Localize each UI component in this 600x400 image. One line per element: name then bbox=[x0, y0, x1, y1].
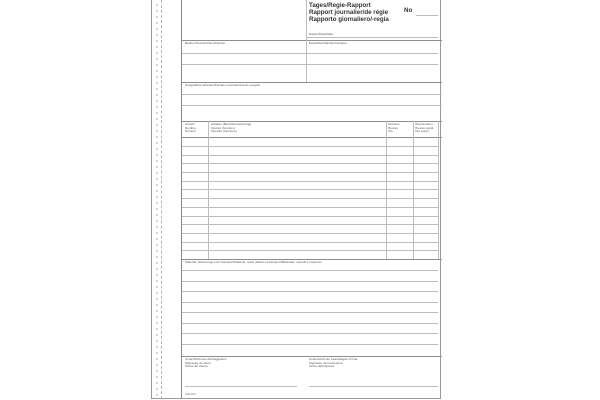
form-title-de: Tages/Regie-Rapport bbox=[309, 2, 371, 9]
binding-hole bbox=[156, 136, 158, 138]
client-line-2[interactable] bbox=[182, 64, 306, 65]
date-field[interactable] bbox=[306, 37, 438, 38]
binding-hole bbox=[156, 34, 158, 36]
binding-hole bbox=[156, 364, 158, 366]
binding-hole bbox=[156, 166, 158, 168]
binding-hole bbox=[156, 4, 158, 6]
binding-hole bbox=[156, 286, 158, 288]
table-row-line[interactable] bbox=[182, 250, 438, 251]
binding-hole bbox=[156, 340, 158, 342]
binding-hole bbox=[156, 172, 158, 174]
materials-label: Material, Werkzeuge und Transport/Matériel, outils utilisés et transport/Materiale, utensili e trasporto bbox=[185, 260, 322, 264]
binding-hole bbox=[156, 46, 158, 48]
binding-hole bbox=[156, 148, 158, 150]
binding-hole bbox=[156, 196, 158, 198]
binding-hole bbox=[156, 82, 158, 84]
header-split-line bbox=[306, 0, 307, 40]
binding-hole bbox=[156, 70, 158, 72]
binding-hole bbox=[156, 142, 158, 144]
col-count-label: Anzahl Nombre Numero bbox=[185, 122, 197, 134]
binding-hole bbox=[156, 220, 158, 222]
binding-hole bbox=[156, 100, 158, 102]
binding-hole bbox=[156, 376, 158, 378]
form-title-it: Rapporto giornaliero/-regia bbox=[309, 16, 389, 23]
col-worker-label: Arbeiter (Berufsbezeichnung) Ouvrier (fonction) Operaio (funzione) bbox=[211, 122, 252, 134]
table-header-bottom bbox=[182, 137, 442, 138]
report-number-label: No bbox=[404, 7, 413, 14]
binding-hole bbox=[156, 214, 158, 216]
binding-hole bbox=[156, 280, 158, 282]
client-site-split-line bbox=[306, 40, 307, 82]
binding-hole bbox=[156, 268, 158, 270]
materials-line[interactable] bbox=[182, 344, 438, 345]
margin-line bbox=[181, 0, 182, 399]
binding-hole bbox=[156, 40, 158, 42]
table-row-line[interactable] bbox=[182, 146, 438, 147]
binding-hole bbox=[156, 76, 158, 78]
binding-hole bbox=[156, 316, 158, 318]
binding-hole bbox=[156, 382, 158, 384]
site-line-2[interactable] bbox=[306, 64, 438, 65]
work-done-label: Ausgeführte Arbeiten/Travaux exécutés/Lavori eseguiti bbox=[185, 83, 260, 87]
binding-hole bbox=[156, 178, 158, 180]
binding-hole bbox=[156, 10, 158, 12]
binding-hole bbox=[156, 64, 158, 66]
binding-hole bbox=[156, 124, 158, 126]
col-overtime-label: Überstunden Heures suppl. Ore suppl. bbox=[415, 122, 435, 134]
binding-hole bbox=[156, 262, 158, 264]
binding-hole bbox=[156, 352, 158, 354]
perforation-line bbox=[161, 0, 162, 399]
table-col-divider-2 bbox=[386, 121, 387, 259]
binding-hole bbox=[156, 298, 158, 300]
report-form-sheet bbox=[151, 0, 441, 399]
table-row-line[interactable] bbox=[182, 224, 438, 225]
table-row-line[interactable] bbox=[182, 207, 438, 208]
binding-hole bbox=[156, 52, 158, 54]
binding-hole bbox=[156, 202, 158, 204]
binding-hole bbox=[156, 292, 158, 294]
binding-hole bbox=[156, 346, 158, 348]
table-col-divider-1 bbox=[208, 121, 209, 259]
table-row-line[interactable] bbox=[182, 233, 438, 234]
binding-hole bbox=[156, 88, 158, 90]
materials-line[interactable] bbox=[182, 281, 438, 282]
table-col-divider-3 bbox=[413, 121, 414, 259]
binding-hole bbox=[156, 22, 158, 24]
report-number-field[interactable] bbox=[416, 15, 438, 16]
binding-hole bbox=[156, 184, 158, 186]
binding-hole bbox=[156, 94, 158, 96]
client-signature-line[interactable] bbox=[185, 386, 297, 387]
work-line-1[interactable] bbox=[182, 94, 442, 95]
binding-hole bbox=[156, 274, 158, 276]
binding-hole bbox=[156, 160, 158, 162]
table-row-line[interactable] bbox=[182, 163, 438, 164]
materials-line[interactable] bbox=[182, 312, 438, 313]
date-label: Datum/Date/Data bbox=[309, 32, 333, 36]
binding-hole bbox=[156, 16, 158, 18]
binding-hole bbox=[156, 58, 158, 60]
binding-hole bbox=[156, 154, 158, 156]
binding-hole bbox=[156, 310, 158, 312]
footer-code: ANLR11 bbox=[185, 392, 197, 396]
binding-hole bbox=[156, 250, 158, 252]
table-right-border bbox=[438, 121, 439, 259]
site-line-1[interactable] bbox=[306, 53, 438, 54]
binding-hole bbox=[156, 256, 158, 258]
binding-hole bbox=[156, 370, 158, 372]
binding-hole bbox=[156, 208, 158, 210]
binding-hole bbox=[156, 334, 158, 336]
binding-hole bbox=[156, 28, 158, 30]
binding-hole bbox=[156, 328, 158, 330]
table-row-line[interactable] bbox=[182, 181, 438, 182]
binding-hole bbox=[156, 358, 158, 360]
materials-line[interactable] bbox=[182, 323, 438, 324]
contractor-signature-line[interactable] bbox=[309, 386, 438, 387]
client-signature-label: Unterschrift des Auftraggebers Signature du client Firma del cliente bbox=[185, 357, 227, 369]
table-row-line[interactable] bbox=[182, 242, 438, 243]
table-row-line[interactable] bbox=[182, 172, 438, 173]
table-row-line[interactable] bbox=[182, 198, 438, 199]
client-label: Bauherr/Kunde/Client/Cliente bbox=[185, 41, 226, 45]
col-hours-label: Stunden Heures Ore bbox=[388, 122, 400, 134]
binding-hole bbox=[156, 232, 158, 234]
materials-line[interactable] bbox=[182, 291, 438, 292]
binding-hole bbox=[156, 112, 158, 114]
binding-hole bbox=[156, 118, 158, 120]
binding-hole bbox=[156, 190, 158, 192]
binding-hole bbox=[156, 244, 158, 246]
work-line-2[interactable] bbox=[182, 105, 442, 106]
table-row-line[interactable] bbox=[182, 155, 438, 156]
binding-hole bbox=[156, 238, 158, 240]
binding-hole bbox=[156, 106, 158, 108]
binding-hole bbox=[156, 304, 158, 306]
client-line-1[interactable] bbox=[182, 53, 306, 54]
form-title-fr: Rapport journalier/de régie bbox=[309, 9, 389, 16]
materials-line[interactable] bbox=[182, 270, 438, 271]
contractor-signature-label: Unterschrift der beauftragten Firma Signature de l'entreprise Firma dell'impresa bbox=[309, 357, 358, 369]
binding-hole bbox=[156, 388, 158, 390]
materials-line[interactable] bbox=[182, 302, 438, 303]
binding-hole bbox=[156, 226, 158, 228]
materials-line[interactable] bbox=[182, 333, 438, 334]
table-row-line[interactable] bbox=[182, 216, 438, 217]
binding-hole bbox=[156, 130, 158, 132]
site-label: Baustelle/Chantier/Cantiere bbox=[309, 41, 347, 45]
table-row-line[interactable] bbox=[182, 189, 438, 190]
binding-hole bbox=[156, 394, 158, 396]
binding-hole bbox=[156, 322, 158, 324]
